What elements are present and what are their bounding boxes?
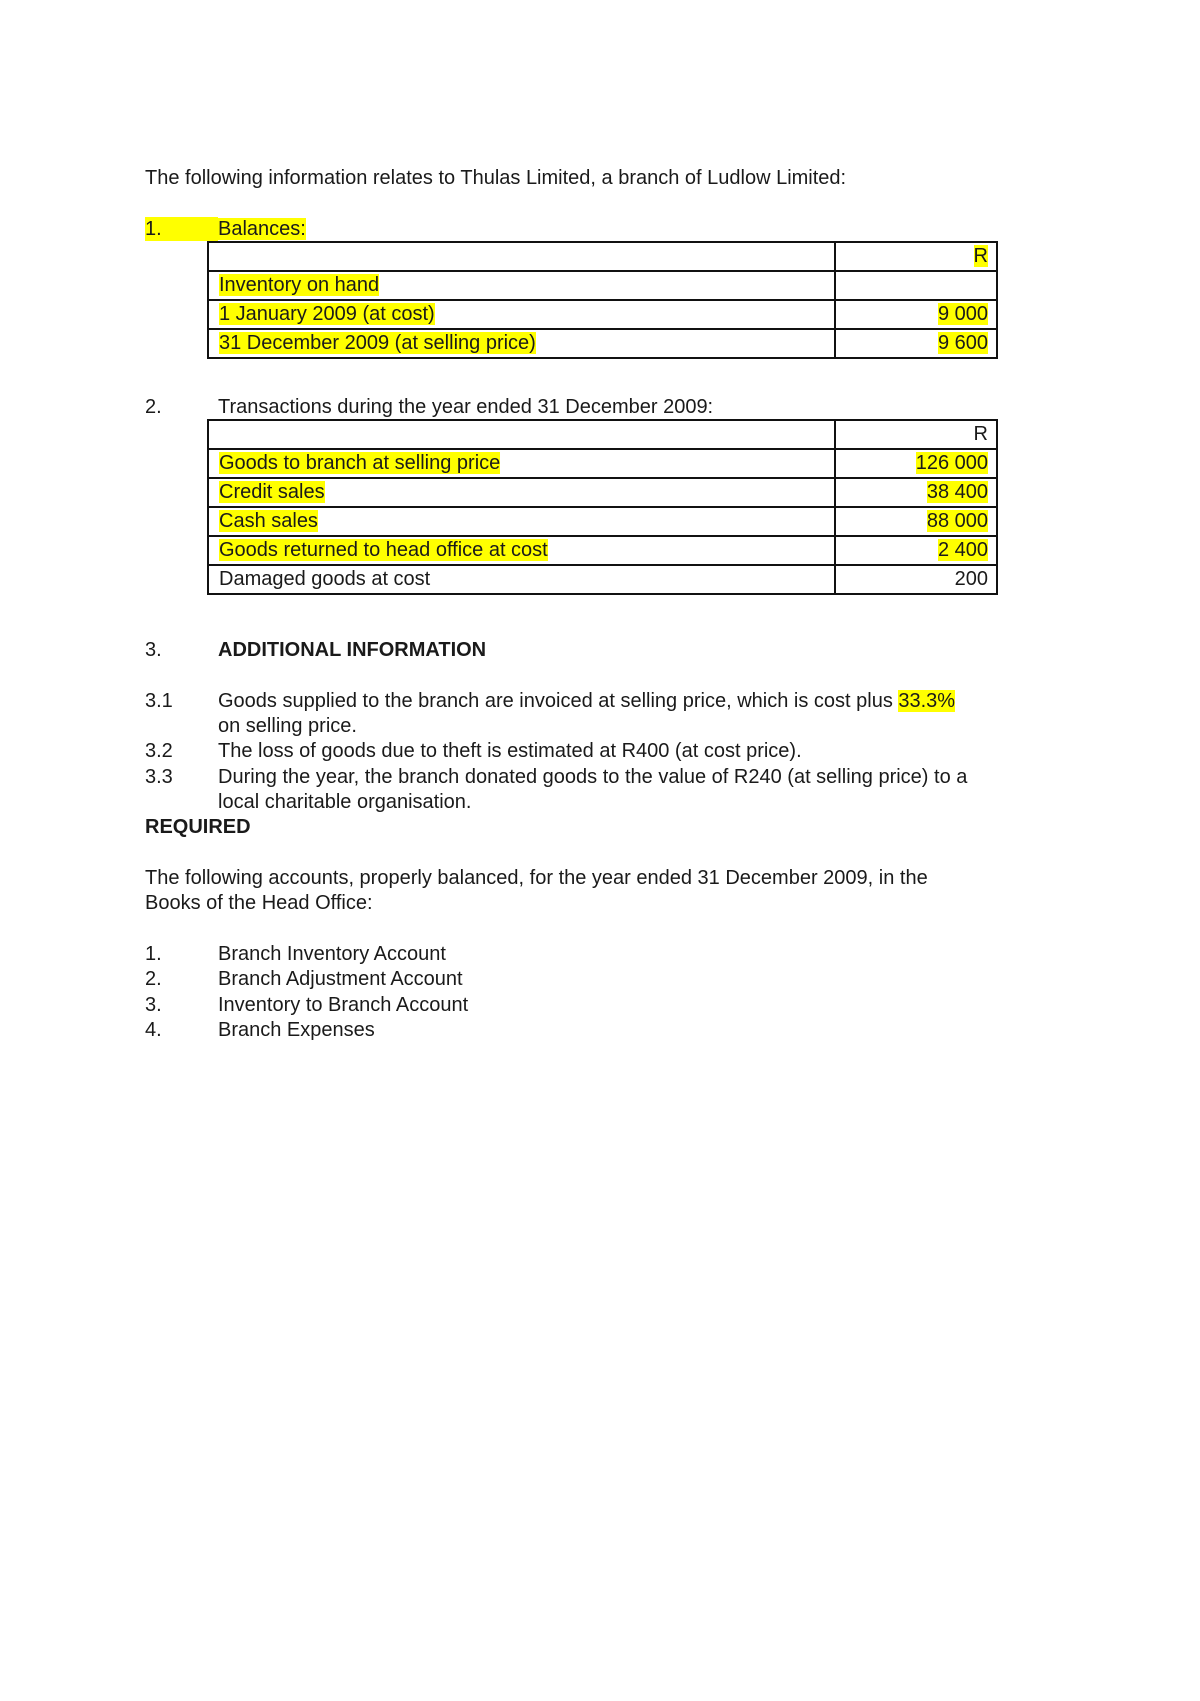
section1-number: 1.	[145, 217, 218, 241]
row-label: Goods returned to head office at cost	[219, 539, 548, 561]
transactions-table	[207, 419, 998, 595]
table-row	[208, 300, 997, 329]
table-row	[208, 242, 997, 271]
table-cell	[208, 449, 835, 478]
table-cell	[208, 300, 835, 329]
section3-number: 3.	[145, 639, 162, 661]
required-item-number: 1.	[145, 943, 162, 965]
section1-title-text: Balances:	[218, 218, 306, 240]
required-text-line1: The following accounts, properly balanced, for the year ended 31 December 2009, in the	[145, 867, 928, 889]
item-3-2-text: The loss of goods due to theft is estimated at R400 (at cost price).	[218, 740, 802, 762]
required-item-number: 4.	[145, 1019, 162, 1041]
required-text-line2: Books of the Head Office:	[145, 892, 373, 914]
table-cell	[208, 507, 835, 536]
item-3-3-text-line2: local charitable organisation.	[218, 791, 472, 813]
required-item-number: 3.	[145, 994, 162, 1016]
required-item: Branch Adjustment Account	[218, 968, 463, 990]
table-row	[208, 420, 997, 449]
item-3-3-text: During the year, the branch donated goods to the value of R240 (at selling price) to a	[218, 766, 968, 788]
table-row	[208, 271, 997, 300]
row-label: Cash sales	[219, 510, 318, 532]
table-cell	[208, 329, 835, 358]
item-3-2-number: 3.2	[145, 740, 173, 762]
table-row	[208, 536, 997, 565]
table-cell	[835, 507, 997, 536]
required-item: Branch Inventory Account	[218, 943, 446, 965]
row-value: 126 000	[915, 452, 988, 474]
table-cell	[835, 565, 997, 594]
item-3-1-text-main: Goods supplied to the branch are invoiced at selling price, which is cost plus	[218, 690, 899, 712]
item-3-1-text	[218, 689, 955, 713]
table-cell	[208, 565, 835, 594]
currency-label: R	[973, 245, 988, 267]
currency-header-cell	[835, 242, 997, 271]
table-cell	[208, 242, 835, 271]
table-cell	[835, 536, 997, 565]
table-row	[208, 329, 997, 358]
row-value: 38 400	[926, 481, 988, 503]
row-value: 88 000	[926, 510, 988, 532]
table-row	[208, 507, 997, 536]
required-item-number: 2.	[145, 968, 162, 990]
markup-percentage: 33.3%	[898, 690, 956, 712]
row-label: Credit sales	[219, 481, 325, 503]
required-item: Branch Expenses	[218, 1019, 375, 1041]
table-cell	[835, 449, 997, 478]
row-label: 31 December 2009 (at selling price)	[219, 332, 536, 354]
currency-label: R	[973, 423, 988, 445]
table-row	[208, 449, 997, 478]
table-row	[208, 478, 997, 507]
section3-title: ADDITIONAL INFORMATION	[218, 639, 487, 661]
section2-number: 2.	[145, 396, 162, 418]
table-cell	[208, 478, 835, 507]
required-heading: REQUIRED	[145, 816, 251, 838]
item-3-1-number: 3.1	[145, 690, 173, 712]
table-cell	[835, 271, 997, 300]
intro-text: The following information relates to Thulas Limited, a branch of Ludlow Limited:	[145, 167, 847, 189]
row-value: 9 000	[937, 303, 988, 325]
table-cell	[835, 329, 997, 358]
row-label: Damaged goods at cost	[219, 568, 431, 590]
row-value: 2 400	[937, 539, 988, 561]
table-cell	[835, 478, 997, 507]
table-cell	[835, 300, 997, 329]
table-cell	[208, 271, 835, 300]
row-label: Inventory on hand	[219, 274, 380, 296]
section2-title: Transactions during the year ended 31 December 2009:	[218, 396, 714, 418]
item-3-3-number: 3.3	[145, 766, 173, 788]
item-3-1-text-line2: on selling price.	[218, 715, 357, 737]
row-label: 1 January 2009 (at cost)	[219, 303, 435, 325]
section1-title	[218, 217, 306, 241]
row-label: Goods to branch at selling price	[219, 452, 501, 474]
row-value: 200	[954, 568, 988, 590]
table-cell	[208, 536, 835, 565]
table-cell	[208, 420, 835, 449]
balances-table	[207, 241, 998, 359]
currency-header-cell	[835, 420, 997, 449]
row-value: 9 600	[937, 332, 988, 354]
table-row	[208, 565, 997, 594]
required-item: Inventory to Branch Account	[218, 994, 469, 1016]
